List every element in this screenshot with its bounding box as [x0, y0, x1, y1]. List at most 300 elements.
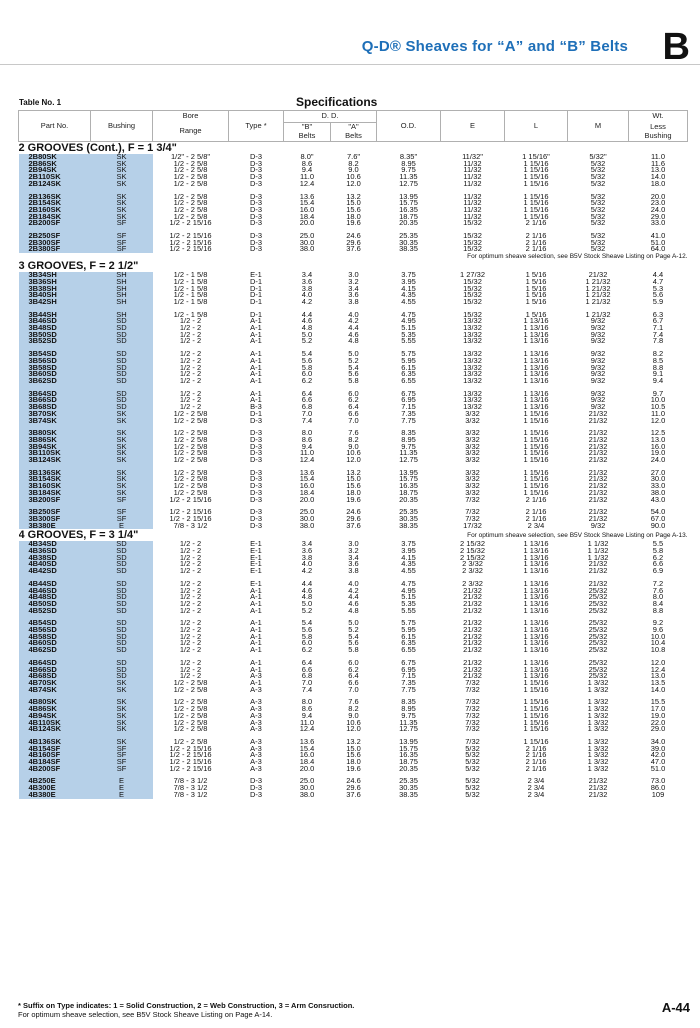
table-row	[19, 161, 688, 168]
cell-dd-b: 11.0	[299, 719, 315, 727]
cell-l: 2 3/4	[527, 791, 545, 799]
cell-bushing: SK	[91, 430, 153, 437]
cell-dd-b: 8.0"	[300, 154, 314, 161]
cell-dd-a: 8.2	[348, 436, 359, 444]
cell-type: A-1	[250, 666, 262, 674]
cell-m: 21/32	[588, 791, 608, 799]
cell-bushing: SK	[91, 699, 153, 706]
table-row	[19, 299, 688, 306]
cell-weight: 38.0	[650, 489, 666, 497]
cell-e: 13/32	[463, 390, 482, 398]
cell-part-no: 4B160SF	[19, 752, 91, 759]
cell-dd-b: 12.4	[299, 180, 315, 188]
cell-m: 5/32"	[589, 154, 607, 161]
table-row	[19, 279, 688, 286]
group-heading	[19, 142, 688, 155]
cell-type: B-3	[250, 404, 262, 411]
col-type: Type *	[229, 111, 284, 142]
cell-od: 5.55	[401, 338, 416, 346]
cell-l: 1 15/16	[523, 206, 549, 214]
group-heading	[19, 529, 688, 541]
cell-type: A-1	[250, 331, 262, 339]
cell-e: 7/32	[465, 515, 480, 523]
cell-bore-range: 1/2 - 1 5/8	[173, 278, 208, 286]
cell-bushing: SD	[91, 634, 153, 641]
cell-l: 2 1/16	[525, 220, 547, 228]
cell-dd-a: 5.6	[348, 640, 359, 648]
cell-m: 1 3/32	[587, 745, 609, 753]
cell-od: 6.55	[401, 647, 416, 654]
cell-dd-a: 5.4	[348, 633, 359, 641]
cell-weight: 109	[651, 791, 665, 799]
cell-bore-range: 1/2 - 2 5/8	[173, 738, 208, 746]
cell-bore-range: 1/2 - 2 5/8	[173, 680, 208, 687]
cell-m: 21/32	[588, 778, 608, 786]
cell-dd-a: 4.0	[348, 580, 359, 588]
cell-bushing: SK	[91, 194, 153, 201]
cell-bushing: SH	[91, 279, 153, 286]
cell-l: 1 15/16	[523, 726, 549, 733]
cell-bore-range: 1/2 - 2	[179, 620, 202, 628]
cell-part-no: 2B160SK	[19, 207, 91, 214]
cell-dd-b: 6.0	[301, 640, 313, 648]
cell-dd-a: 10.6	[346, 719, 361, 727]
cell-type: E-1	[250, 541, 262, 549]
cell-od: 11.35	[399, 174, 418, 181]
cell-type: E-1	[250, 548, 262, 555]
cell-part-no: 3B42SH	[19, 299, 91, 306]
table-number: Table No. 1	[19, 98, 62, 107]
cell-weight: 13.5	[650, 680, 666, 687]
cell-dd-a: 9.0	[348, 443, 359, 451]
cell-od: 12.75	[399, 180, 418, 188]
cell-dd-a: 3.4	[348, 554, 359, 562]
table-row	[19, 391, 688, 398]
cell-part-no: 3B54SD	[19, 351, 91, 358]
cell-bushing: SD	[91, 548, 153, 555]
cell-dd-a: 3.6	[348, 292, 359, 299]
cell-bushing: SD	[91, 620, 153, 627]
cell-dd-b: 5.2	[301, 338, 313, 346]
cell-e: 21/32	[463, 647, 482, 654]
table-row	[19, 174, 688, 181]
cell-l: 1 15/16	[523, 476, 549, 484]
cell-m: 21/32	[588, 509, 608, 516]
cell-l: 1 13/16	[523, 404, 549, 411]
cell-od: 30.35	[399, 239, 418, 247]
cell-dd-a: 4.6	[348, 331, 359, 339]
cell-bushing: SK	[91, 713, 153, 720]
cell-m: 1 3/32	[587, 738, 609, 746]
cell-od: 11.35	[399, 450, 418, 458]
cell-l: 2 1/16	[525, 496, 547, 504]
cell-l: 1 13/16	[523, 390, 549, 398]
cell-od: 6.55	[401, 377, 416, 385]
cell-dd-b: 6.0	[301, 371, 313, 378]
cell-l: 1 13/16	[523, 600, 549, 608]
cell-e: 21/32	[463, 600, 482, 608]
cell-od: 7.75	[401, 686, 416, 694]
cell-weight: 42.0	[650, 752, 666, 760]
cell-e: 5/32	[465, 785, 480, 792]
cell-dd-b: 8.6	[301, 160, 313, 168]
cell-l: 1 13/16	[523, 541, 549, 549]
cell-weight: 10.0	[650, 633, 666, 641]
cell-bore-range: 1/2 - 2 15/16	[169, 509, 212, 516]
cell-bore-range: 1/2 - 2 5/8	[173, 699, 208, 707]
cell-dd-b: 7.4	[301, 686, 313, 694]
table-row	[19, 687, 688, 694]
cell-weight: 13.0	[650, 167, 666, 175]
cell-bushing: SH	[91, 292, 153, 299]
cell-bushing: SD	[91, 647, 153, 654]
cell-dd-b: 4.2	[301, 568, 313, 575]
cell-dd-a: 6.2	[348, 666, 359, 674]
cell-part-no: 3B34SH	[19, 272, 91, 279]
cell-part-no: 2B300SF	[19, 240, 91, 247]
cell-bushing: SK	[91, 476, 153, 483]
cell-bushing: SD	[91, 318, 153, 325]
cell-l: 1 13/16	[523, 666, 549, 674]
cell-part-no: 3B46SD	[19, 318, 91, 325]
table-row	[19, 332, 688, 339]
cell-type: E-1	[250, 272, 262, 279]
cell-od: 6.75	[401, 659, 416, 667]
cell-type: A-1	[250, 633, 262, 641]
cell-dd-b: 16.0	[299, 483, 315, 490]
cell-e: 15/32	[463, 233, 482, 240]
specifications-table	[18, 110, 688, 799]
cell-bushing: SD	[91, 365, 153, 372]
cell-dd-a: 15.0	[346, 745, 361, 753]
cell-od: 8.95	[401, 160, 416, 168]
cell-bore-range: 1/2 - 2 5/8	[173, 726, 208, 733]
cell-e: 5/32	[465, 791, 480, 799]
cell-dd-a: 12.0	[346, 726, 361, 733]
group-heading-label: 4 GROOVES, F = 3 1/4"	[19, 529, 377, 541]
cell-weight: 34.0	[650, 738, 666, 746]
cell-dd-a: 7.0	[348, 417, 359, 425]
table-row	[19, 246, 688, 253]
cell-type: D-1	[249, 292, 263, 299]
table-row	[19, 497, 688, 504]
cell-dd-a: 13.2	[346, 193, 361, 201]
cell-l: 1 13/16	[523, 397, 549, 405]
cell-bushing: SK	[91, 444, 153, 451]
cell-m: 5/32	[590, 206, 606, 214]
cell-dd-a: 6.4	[348, 404, 359, 411]
cell-bushing: E	[91, 785, 153, 792]
cell-e: 21/32	[463, 607, 482, 615]
cell-part-no: 2B250SF	[19, 233, 91, 240]
cell-m: 21/32	[588, 469, 608, 477]
cell-part-no: 4B136SK	[19, 739, 91, 746]
cell-e: 11/32	[463, 160, 482, 168]
col-m: M	[568, 111, 629, 142]
cell-m: 25/32	[588, 627, 608, 634]
table-row	[19, 338, 688, 345]
cell-part-no: 3B74SK	[19, 418, 91, 425]
cell-weight: 8.8	[652, 607, 664, 615]
cell-bushing: SK	[91, 154, 153, 161]
table-row	[19, 699, 688, 706]
cell-part-no: 2B80SK	[19, 154, 91, 161]
cell-weight: 4.4	[652, 272, 664, 279]
table-row	[19, 325, 688, 332]
cell-type: E-1	[250, 561, 262, 569]
cell-od: 6.15	[401, 633, 416, 641]
cell-type: D-3	[249, 167, 263, 175]
cell-type: A-3	[250, 699, 262, 707]
cell-dd-b: 6.4	[301, 659, 313, 667]
cell-l: 1 13/16	[523, 659, 549, 667]
cell-part-no: 3B48SD	[19, 325, 91, 332]
cell-dd-a: 19.6	[346, 765, 361, 773]
cell-bushing: SF	[91, 516, 153, 523]
cell-bushing: SK	[91, 411, 153, 418]
cell-type: D-3	[249, 496, 263, 504]
cell-e: 13/32	[463, 404, 482, 411]
group-heading-label: 3 GROOVES, F = 2 1/2"	[19, 260, 688, 272]
cell-weight: 5.8	[652, 548, 664, 555]
cell-bushing: SF	[91, 509, 153, 516]
cell-od: 3.95	[401, 548, 416, 555]
cell-bushing: SK	[91, 181, 153, 188]
cell-dd-a: 7.6	[348, 430, 359, 437]
cell-dd-a: 4.8	[348, 607, 359, 615]
cell-dd-a: 18.0	[346, 213, 361, 221]
cell-part-no: 3B136SK	[19, 470, 91, 477]
cell-weight: 7.6	[652, 587, 664, 595]
cell-type: A-1	[250, 640, 262, 648]
cell-bore-range: 1/2 - 2 15/16	[169, 765, 212, 773]
cell-e: 1 27/32	[459, 272, 486, 279]
cell-l: 1 15/16"	[522, 154, 550, 161]
cell-weight: 9.4	[652, 377, 664, 385]
cell-bore-range: 1/2 - 2 15/16	[169, 233, 212, 240]
cell-l: 1 15/16	[523, 200, 549, 207]
cell-bushing: SK	[91, 457, 153, 464]
cell-part-no: 4B40SD	[19, 561, 91, 568]
cell-weight: 12.0	[650, 417, 666, 425]
cell-bore-range: 1/2 - 2	[179, 390, 202, 398]
cell-bushing: SD	[91, 608, 153, 615]
cell-dd-a: 3.0	[348, 541, 359, 549]
cell-type: D-3	[249, 160, 263, 168]
cell-dd-a: 10.6	[346, 450, 361, 458]
cell-dd-a: 9.0	[348, 167, 359, 175]
type-suffix-footnote: * Suffix on Type indicates: 1 = Solid Construction, 2 = Web Construction, 3 = Arm Consruction.	[18, 1001, 355, 1010]
cell-weight: 6.6	[652, 561, 664, 569]
cell-dd-a: 19.6	[346, 220, 361, 228]
cell-dd-b: 4.8	[301, 594, 313, 601]
cell-bore-range: 1/2 - 2	[179, 351, 202, 358]
cell-e: 7/32	[465, 726, 480, 733]
cell-bore-range: 1/2 - 2 5/8	[173, 200, 208, 207]
cell-dd-a: 29.6	[346, 515, 361, 523]
cell-dd-b: 4.4	[301, 311, 313, 319]
cell-type: D-3	[249, 791, 263, 799]
cell-dd-a: 5.2	[348, 357, 359, 365]
cell-bore-range: 1/2 - 2	[179, 561, 202, 569]
cell-l: 1 15/16	[523, 450, 549, 458]
cell-od: 7.15	[401, 404, 416, 411]
cell-e: 3/32	[465, 489, 480, 497]
cell-part-no: 4B86SK	[19, 706, 91, 713]
cell-l: 1 15/16	[523, 699, 549, 707]
col-a-belts: Belts	[331, 132, 377, 142]
cell-type: A-1	[250, 357, 262, 365]
cell-dd-a: 4.2	[348, 587, 359, 595]
cell-bore-range: 1/2 - 2 5/8	[173, 450, 208, 458]
cell-part-no: 3B58SD	[19, 365, 91, 372]
cell-dd-b: 5.0	[301, 331, 313, 339]
cell-bushing: SK	[91, 437, 153, 444]
cell-dd-b: 13.6	[299, 738, 315, 746]
table-row	[19, 752, 688, 759]
cell-dd-b: 4.0	[301, 292, 313, 299]
cell-e: 21/32	[463, 666, 482, 674]
cell-dd-b: 3.6	[301, 548, 313, 555]
cell-dd-b: 11.0	[299, 174, 315, 181]
cell-dd-a: 4.8	[348, 338, 359, 346]
cell-od: 6.95	[401, 666, 416, 674]
cell-e: 21/32	[463, 659, 482, 667]
cell-m: 25/32	[588, 666, 608, 674]
cell-type: D-3	[249, 457, 263, 464]
cell-part-no: 3B86SK	[19, 437, 91, 444]
cell-weight: 7.2	[652, 580, 664, 588]
cell-od: 25.35	[399, 233, 418, 240]
cell-l: 2 1/16	[525, 745, 547, 753]
cell-weight: 8.8	[652, 364, 664, 372]
cell-weight: 33.0	[650, 220, 666, 228]
cell-e: 13/32	[463, 371, 482, 378]
table-row	[19, 680, 688, 687]
cell-l: 1 13/16	[523, 627, 549, 634]
cell-bushing: SD	[91, 594, 153, 601]
cell-type: D-3	[249, 515, 263, 523]
cell-bushing: SF	[91, 220, 153, 227]
cell-dd-b: 9.4	[301, 712, 313, 720]
col-b: "B"	[284, 123, 331, 133]
table-row	[19, 509, 688, 516]
cell-bushing: SF	[91, 746, 153, 753]
cell-od: 3.95	[401, 278, 416, 286]
cell-dd-b: 4.6	[301, 318, 313, 326]
cell-m: 1 3/32	[587, 699, 609, 707]
cell-dd-b: 15.4	[299, 476, 315, 484]
cell-bore-range: 1/2 - 2	[179, 627, 202, 634]
table-row	[19, 785, 688, 792]
table-row	[19, 561, 688, 568]
cell-part-no: 3B110SK	[19, 450, 91, 457]
cell-weight: 5.5	[652, 541, 664, 549]
cell-weight: 5.3	[652, 285, 664, 293]
cell-type: A-1	[250, 627, 262, 634]
cell-type: A-3	[250, 673, 262, 680]
cell-bore-range: 1/2 - 2	[179, 607, 202, 615]
cell-type: D-3	[249, 233, 263, 240]
table-row	[19, 778, 688, 785]
cell-l: 1 15/16	[523, 719, 549, 727]
cell-weight: 4.7	[652, 278, 664, 286]
cell-e: 15/32	[463, 278, 482, 286]
table-row	[19, 555, 688, 562]
cell-m: 1 21/32	[585, 311, 611, 319]
cell-m: 1 1/32	[587, 548, 609, 555]
cell-od: 15.75	[399, 200, 418, 207]
cell-weight: 7.4	[652, 331, 664, 339]
page-number: A-44	[661, 1000, 690, 1015]
cell-type: E-1	[250, 554, 262, 562]
cell-od: 20.35	[399, 765, 418, 773]
cell-m: 9/32	[590, 331, 606, 339]
cell-m: 21/32	[588, 436, 608, 444]
cell-part-no: 4B184SF	[19, 759, 91, 766]
cell-part-no: 4B44SD	[19, 581, 91, 588]
cell-dd-a: 4.6	[348, 600, 359, 608]
cell-part-no: 4B110SK	[19, 720, 91, 727]
cell-e: 3/32	[465, 410, 480, 418]
cell-dd-b: 8.0	[301, 699, 313, 707]
cell-bushing: SK	[91, 739, 153, 746]
cell-bushing: SK	[91, 687, 153, 694]
cell-type: A-1	[250, 594, 262, 601]
cell-e: 11/32	[463, 213, 482, 221]
cell-od: 7.15	[401, 673, 416, 680]
cell-part-no: 4B66SD	[19, 667, 91, 674]
cell-l: 2 1/16	[525, 509, 547, 516]
cell-m: 1 3/32	[587, 752, 609, 760]
specifications-title: Specifications	[296, 95, 378, 109]
cell-m: 1 21/32	[585, 292, 611, 299]
cell-dd-a: 12.0	[346, 180, 361, 188]
cell-dd-b: 3.6	[301, 278, 313, 286]
cell-bushing: SK	[91, 706, 153, 713]
cell-e: 3/32	[465, 457, 480, 464]
cell-l: 1 15/16	[523, 443, 549, 451]
cell-bushing: SD	[91, 391, 153, 398]
cell-type: D-3	[249, 154, 263, 161]
cell-m: 21/32	[588, 450, 608, 458]
cell-part-no: 3B66SD	[19, 397, 91, 404]
cell-od: 9.75	[401, 712, 416, 720]
cell-l: 1 15/16	[523, 430, 549, 437]
cell-bushing: SK	[91, 490, 153, 497]
table-row	[19, 378, 688, 385]
cell-dd-a: 4.2	[348, 318, 359, 326]
cell-od: 4.35	[401, 292, 416, 299]
cell-od: 11.35	[399, 719, 418, 727]
cell-weight: 73.0	[650, 778, 666, 786]
cell-dd-b: 3.4	[301, 541, 313, 549]
cell-bore-range: 1/2 - 2 15/16	[169, 220, 212, 228]
cell-dd-a: 24.6	[346, 509, 361, 516]
cell-dd-a: 4.0	[348, 311, 359, 319]
cell-bushing: SH	[91, 299, 153, 306]
cell-dd-b: 4.8	[301, 325, 313, 332]
cell-od: 8.95	[401, 706, 416, 713]
cell-e: 13/32	[463, 377, 482, 385]
cell-od: 4.75	[401, 311, 416, 319]
cell-type: A-1	[250, 397, 262, 405]
table-row	[19, 214, 688, 221]
cell-weight: 8.2	[652, 351, 664, 358]
cell-bushing: SD	[91, 667, 153, 674]
table-row	[19, 371, 688, 378]
cell-dd-a: 37.6	[346, 522, 361, 530]
